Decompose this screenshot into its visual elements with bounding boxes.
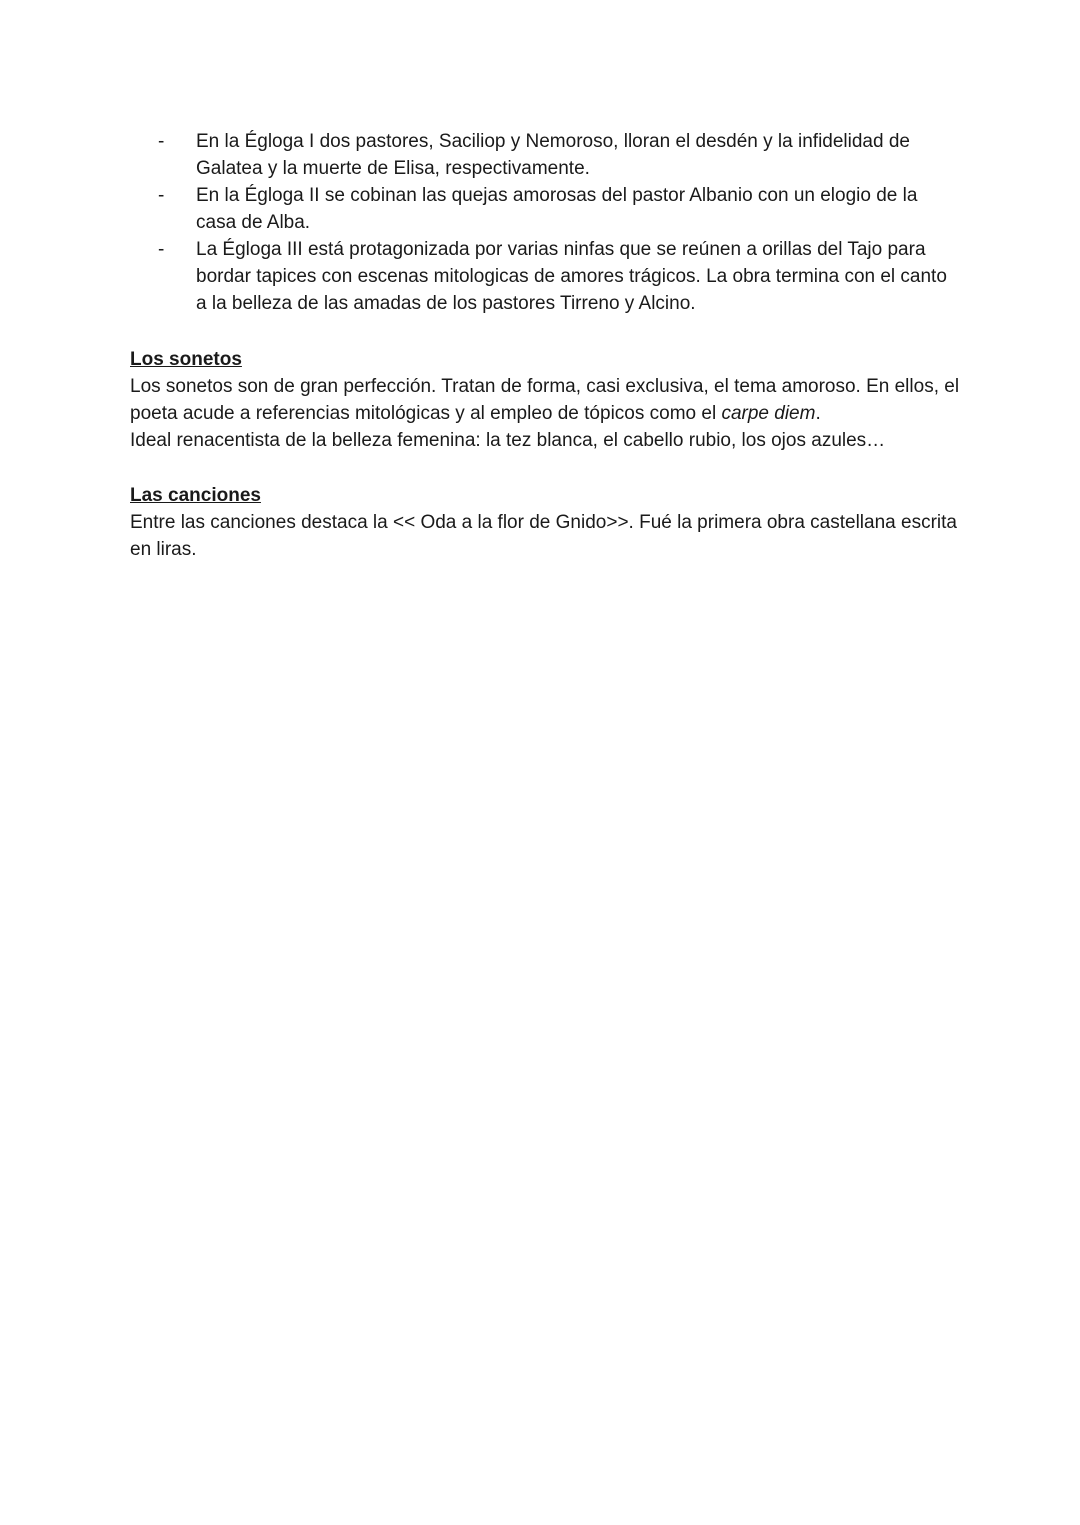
eglogas-list	[130, 128, 960, 317]
canciones-paragraph: Entre las canciones destaca la << Oda a la flor de Gnido>>. Fué la primera obra castellana escrita en liras.	[130, 512, 957, 560]
sonetos-heading: Los sonetos	[130, 349, 242, 370]
dash-bullet: -	[158, 185, 165, 206]
egloga-2-text: En la Égloga II se cobinan las quejas amorosas del pastor Albanio con un elogio de la casa de Alba.	[196, 185, 918, 233]
sonetos-text-a: Los sonetos son de gran perfección. Tratan de forma, casi exclusiva, el tema amoroso. En ellos, el poeta acude a referencias mitológicas y al empleo de tópicos como el	[130, 376, 960, 424]
canciones-section	[130, 482, 970, 563]
list-item	[130, 236, 960, 317]
canciones-heading: Las canciones	[130, 485, 261, 506]
egloga-3-text: La Égloga III está protagonizada por varias ninfas que se reúnen a orillas del Tajo para bordar tapices con escenas mitologicas de amores trágicos. La obra termina con el canto a la belleza de las amadas de los pastores Tirreno y Alcino.	[196, 239, 947, 314]
egloga-1-text: En la Égloga I dos pastores, Saciliop y Nemoroso, lloran el desdén y la infidelidad de Galatea y la muerte de Elisa, respectivamente.	[196, 131, 910, 179]
dash-bullet: -	[158, 131, 165, 152]
carpe-diem-italic: carpe diem	[721, 403, 816, 424]
dash-bullet: -	[158, 239, 165, 260]
list-item	[130, 128, 960, 182]
list-item	[130, 182, 960, 236]
sonetos-section	[130, 346, 970, 454]
sonetos-text-b: . Ideal renacentista de la belleza femenina: la tez blanca, el cabello rubio, los ojos azules…	[130, 403, 886, 451]
sonetos-paragraph	[130, 373, 970, 454]
